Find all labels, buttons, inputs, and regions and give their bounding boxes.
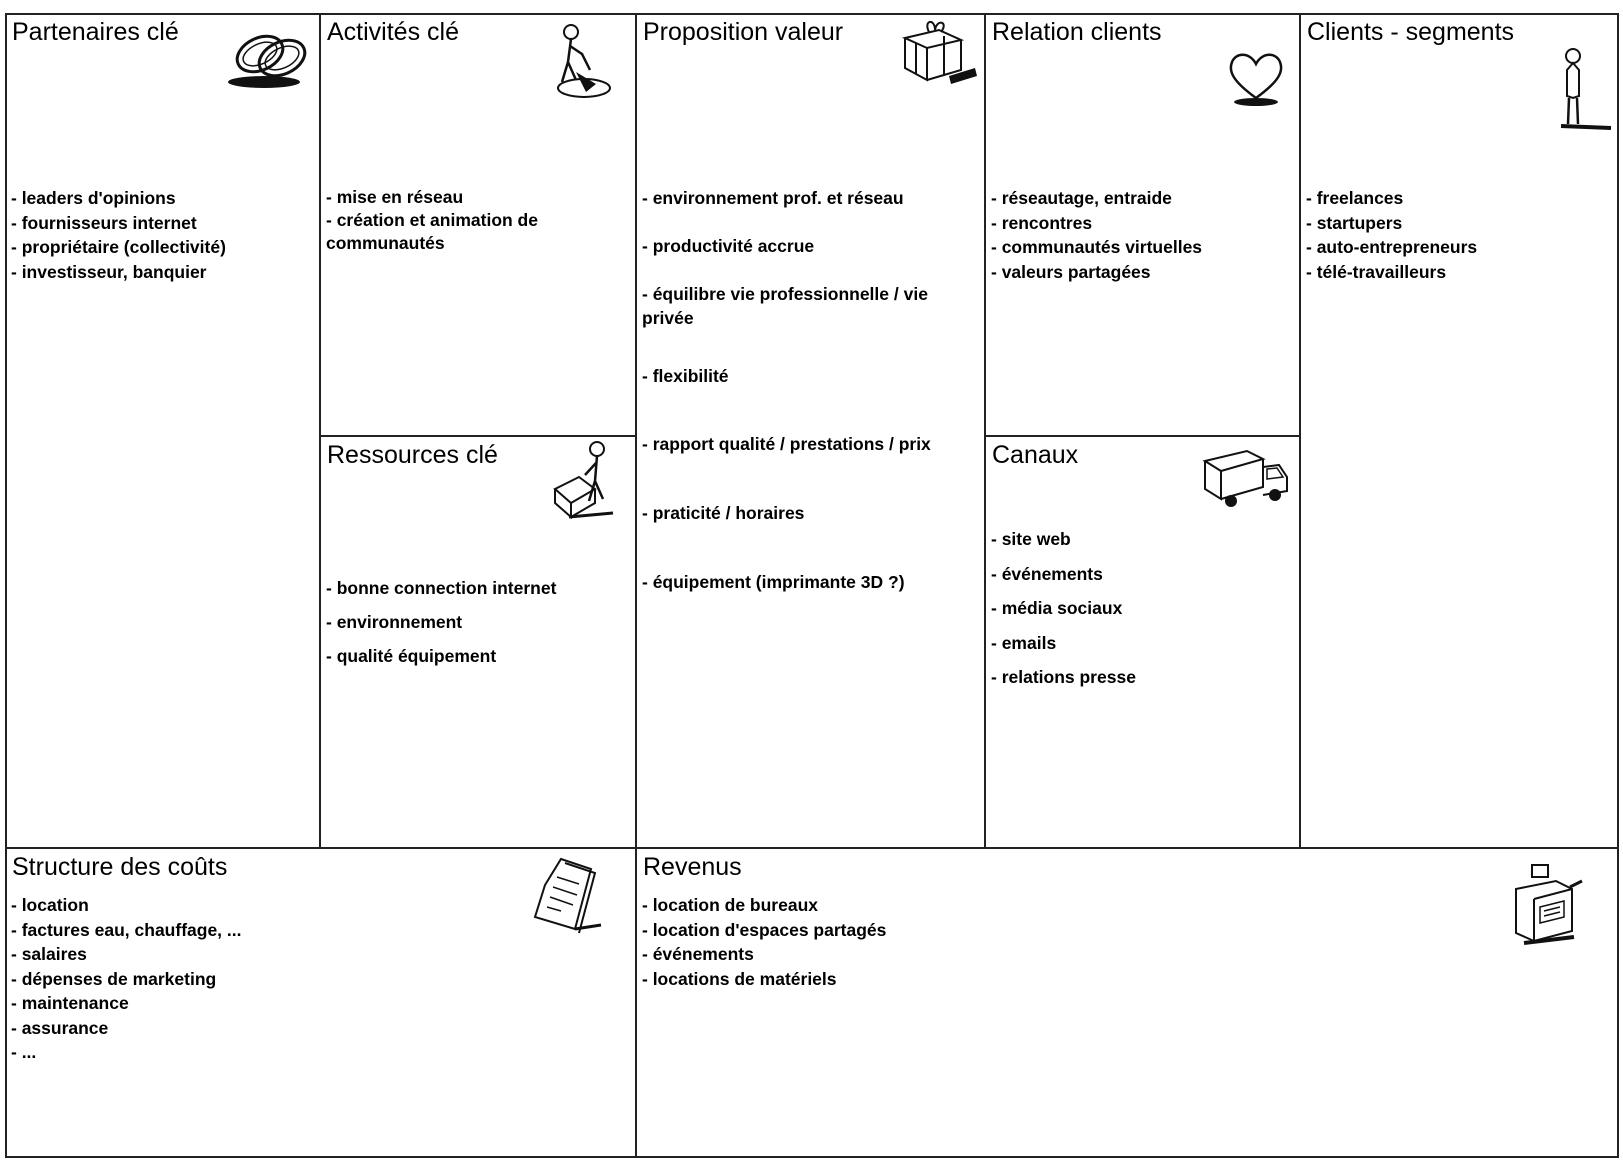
list-item: - média sociaux [991,598,1123,618]
list-item: - événements [642,944,754,964]
channels-title: Canaux [992,441,1079,469]
list-item: - environnement [326,612,463,632]
channels-list [991,522,1136,695]
list-item: - télé-travailleurs [1306,261,1447,282]
list-item: - investisseur, banquier [11,261,207,282]
customer-relationships-block [986,14,1299,435]
list-item: - flexibilité [642,366,729,386]
key-activities-block [321,14,635,435]
list-item: - emails [991,632,1057,653]
customer-relationships-title: Relation clients [992,18,1162,46]
list-item: - ... [11,1042,37,1062]
list-item: - site web [991,529,1071,549]
list-item: - freelances [1306,188,1404,208]
list-item: - équilibre vie professionnelle / vie [642,284,928,304]
chain-links-icon [226,20,316,92]
customer-segments-title: Clients - segments [1307,18,1515,46]
value-proposition-title: Proposition valeur [643,18,844,46]
list-item: - communautés virtuelles [991,237,1203,257]
list-item: - dépenses de marketing [11,968,217,989]
list-item: - propriétaire (collectivité) [11,237,226,257]
key-partners-title: Partenaires clé [12,18,179,46]
key-activities-title: Activités clé [327,18,459,46]
list-item: - équipement (imprimante 3D ?) [642,572,905,592]
list-item: communautés [326,233,445,253]
list-item: - bonne connection internet [326,578,557,598]
list-item: - productivité accrue [642,236,815,256]
key-resources-block [321,437,635,847]
channels-block [986,437,1299,847]
list-item: - maintenance [11,993,129,1013]
list-item: - leaders d'opinions [11,188,176,208]
revenue-streams-block [637,849,1617,1156]
list-item: - environnement prof. et réseau [642,188,904,208]
cash-register-icon [1512,859,1588,959]
revenue-streams-title: Revenus [643,853,742,881]
customer-relationships-list [991,186,1202,284]
list-item: - praticité / horaires [642,503,805,523]
key-partners-block [6,14,319,847]
list-item: - factures eau, chauffage, ... [11,919,242,940]
heart-icon [1226,50,1286,108]
value-proposition-list [642,186,931,594]
key-resources-title: Ressources clé [327,441,498,469]
list-item: - création et animation de [326,210,538,230]
invoice-icon [531,855,621,935]
value-proposition-block [637,14,984,847]
customer-segments-list [1306,186,1477,284]
cost-structure-block [6,849,635,1156]
list-item: - auto-entrepreneurs [1306,237,1478,257]
list-item: - rencontres [991,212,1093,233]
key-resources-list [326,571,556,673]
list-item: - location d'espaces partagés [642,919,887,940]
key-partners-list [11,186,226,284]
list-item: - location de bureaux [642,895,818,915]
list-item: - rapport qualité / prestations / prix [642,434,931,454]
resources-icon [549,437,625,525]
truck-icon [1201,445,1291,515]
list-item: - mise en réseau [326,187,464,207]
list-item: - relations presse [991,667,1136,687]
cost-structure-list [11,893,241,1065]
list-item: - startupers [1306,212,1403,233]
customer-segments-block [1301,14,1617,847]
worker-icon [546,20,616,102]
list-item: - location [11,895,89,915]
list-item: - réseautage, entraide [991,188,1172,208]
gift-icon [899,16,979,88]
person-icon [1553,46,1613,136]
list-item: - valeurs partagées [991,261,1151,282]
revenue-streams-list [642,893,886,991]
list-item: - fournisseurs internet [11,212,197,233]
list-item: - locations de matériels [642,968,837,989]
list-item: - qualité équipement [326,646,497,666]
cost-structure-title: Structure des coûts [12,853,228,881]
list-item: - événements [991,563,1103,584]
list-item: - assurance [11,1017,109,1038]
key-activities-list [326,186,538,255]
list-item: privée [642,308,694,328]
list-item: - salaires [11,944,87,964]
